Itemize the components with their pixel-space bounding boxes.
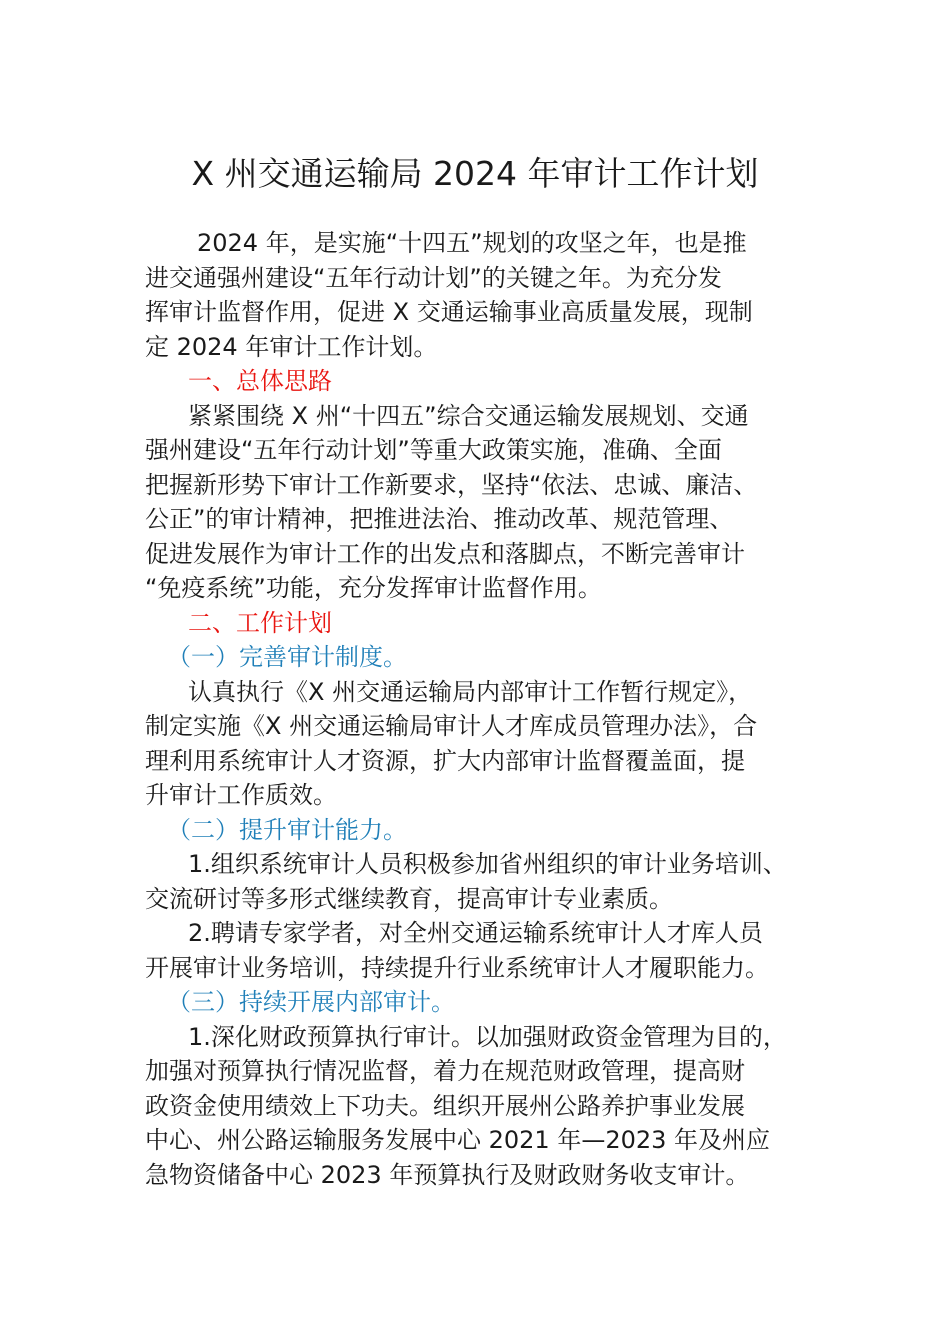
paragraph-line: 中心、州公路运输服务发展中心 2021 年—2023 年及州应: [145, 1126, 771, 1154]
paragraph-line: 理利用系统审计人才资源，扩大内部审计监督覆盖面，提: [145, 746, 745, 775]
subsection-heading: （三）持续开展内部审计。: [167, 988, 455, 1016]
paragraph-line: “免疫系统”功能，充分发挥审计监督作用。: [145, 574, 602, 602]
paragraph-line: 定 2024 年审计工作计划。: [145, 332, 438, 361]
paragraph-line: 急物资储备中心 2023 年预算执行及财政财务收支审计。: [145, 1160, 750, 1189]
paragraph-line: 2.聘请专家学者，对全州交通运输系统审计人才库人员: [188, 919, 763, 947]
paragraph-line: 升审计工作质效。: [145, 781, 337, 809]
section-heading: 一、总体思路: [188, 367, 332, 395]
subsection-heading: （一）完善审计制度。: [167, 643, 407, 671]
paragraph-line: 交流研讨等多形式继续教育，提高审计专业素质。: [145, 884, 673, 913]
paragraph-line: 挥审计监督作用，促进 X 交通运输事业高质量发展，现制: [145, 298, 753, 326]
paragraph-line: 政资金使用绩效上下功夫。组织开展州公路养护事业发展: [145, 1091, 745, 1120]
paragraph-line: 公正”的审计精神，把推进法治、推动改革、规范管理、: [145, 505, 734, 533]
paragraph-line: 开展审计业务培训，持续提升行业系统审计人才履职能力。: [145, 953, 769, 982]
document-body: [145, 226, 820, 1192]
paragraph-line: 促进发展作为审计工作的出发点和落脚点，不断完善审计: [145, 539, 745, 568]
paragraph-line: 制定实施《X 州交通运输局审计人才库成员管理办法》，合: [145, 712, 758, 740]
section-heading: 二、工作计划: [188, 608, 332, 637]
paragraph-line: 2024 年，是实施“十四五”规划的攻坚之年，也是推: [197, 229, 747, 257]
paragraph-line: 加强对预算执行情况监督，着力在规范财政管理，提高财: [145, 1057, 745, 1085]
subsection-heading: （二）提升审计能力。: [167, 815, 407, 844]
paragraph-line: 1.深化财政预算执行审计。以加强财政资金管理为目的，: [188, 1022, 787, 1051]
paragraph-line: 进交通强州建设“五年行动计划”的关键之年。为充分发: [145, 263, 722, 292]
paragraph-line: 1.组织系统审计人员积极参加省州组织的审计业务培训、: [188, 850, 787, 878]
paragraph-line: 认真执行《X 州交通运输局内部审计工作暂行规定》，: [188, 677, 753, 706]
document-title: X 州交通运输局 2024 年审计工作计划: [191, 154, 759, 193]
paragraph-line: 紧紧围绕 X 州“十四五”综合交通运输发展规划、交通: [188, 401, 749, 430]
paragraph-line: 强州建设“五年行动计划”等重大政策实施，准确、全面: [145, 436, 722, 464]
paragraph-line: 把握新形势下审计工作新要求，坚持“依法、忠诚、廉洁、: [145, 470, 758, 499]
